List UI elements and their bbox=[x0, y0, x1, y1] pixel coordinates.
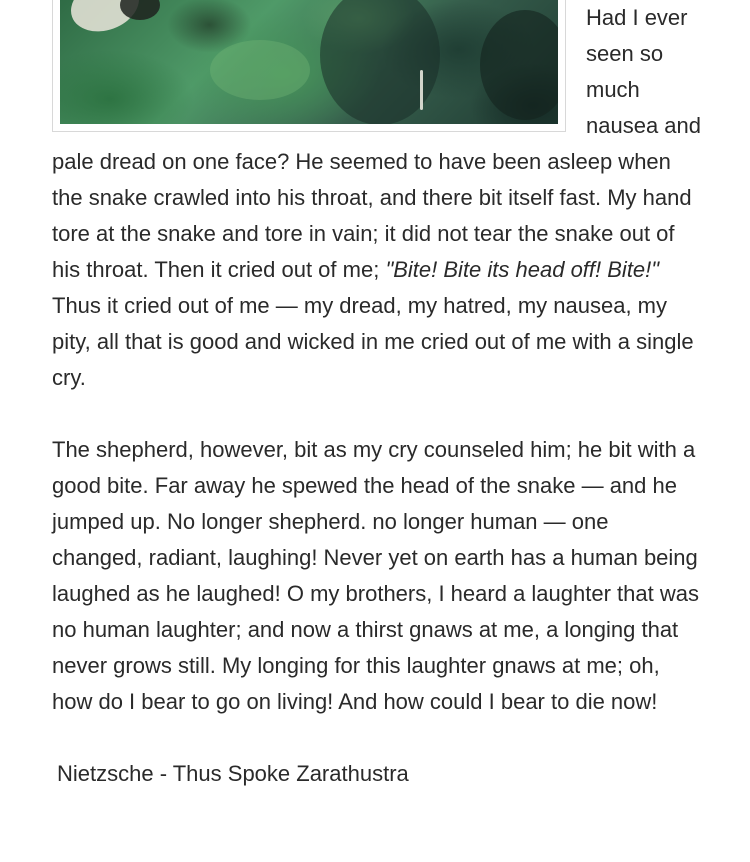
paragraph-shepherd: The shepherd, however, bit as my cry counseled him; he bit with a good bite. Far away he spewed the head of the snake — and he jumped up. No longer shepherd. no longer human — one changed, radiant, laughing! Never yet on earth has a human being laughed as he laughed! O my brothers, I heard a laughter that was no human laughter; and now a thirst gnaws at me, a longing that never grows still. My longing for this laughter gnaws at me; oh, how do I bear to go on living! And how could I bear to die now! bbox=[52, 437, 699, 714]
painting-image bbox=[60, 0, 558, 124]
illustration-frame bbox=[52, 0, 566, 132]
paragraph-text-continued: Thus it cried out of me — my dread, my hatred, my nausea, my pity, all that is good and wicked in me cried out of me with a single cry. bbox=[52, 293, 694, 390]
attribution-line: Nietzsche - Thus Spoke Zarathustra bbox=[57, 761, 409, 786]
quote-text: "Bite! Bite its head off! Bite!" bbox=[385, 257, 660, 282]
article-body bbox=[52, 0, 702, 792]
paragraph-text: Had I ever seen so much nausea and pale dread on one face? He seemed to have been asleep when the snake crawled into his throat, and there bit itself fast. My hand tore at the snake and tore in vain; it did not tear the snake out of his throat. Then it cried out of me; bbox=[52, 5, 701, 282]
